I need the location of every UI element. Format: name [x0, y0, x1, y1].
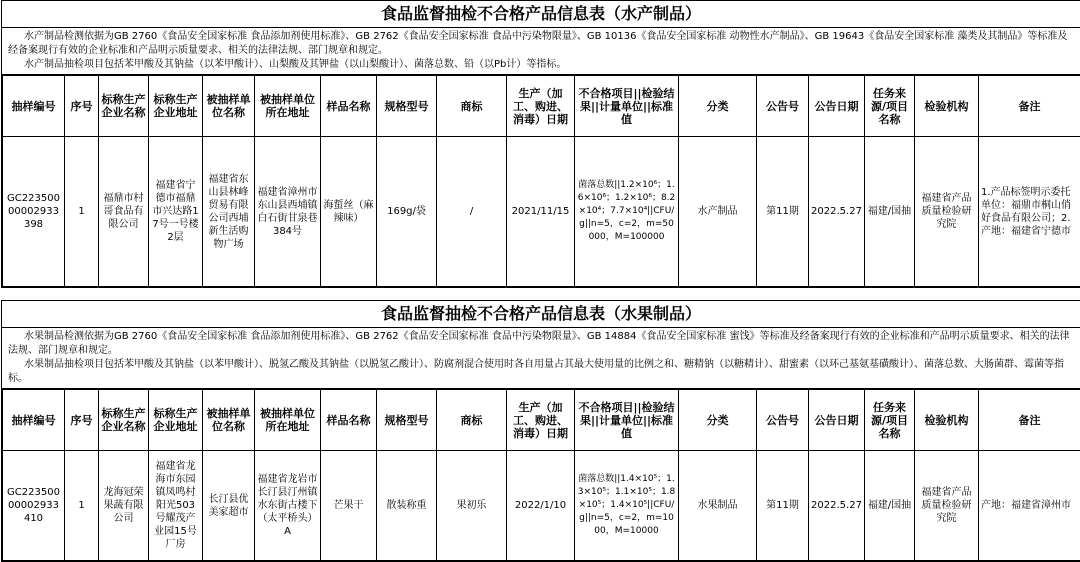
- section-title: 食品监督抽检不合格产品信息表（水产制品）: [2, 1, 1080, 28]
- intro-line: 水产制品抽检项目包括苯甲酸及其钠盐（以苯甲酸计）、山梨酸及其钾盐（以山梨酸计）、菌落总数、铅（以Pb计）等指标。: [8, 58, 1074, 72]
- category-cell: 水产制品: [679, 137, 757, 287]
- sampled-addr-cell: 福建省漳州市东山县西埔镇白石街甘泉巷384号: [255, 137, 321, 287]
- header-cell: 样品名称: [321, 390, 377, 451]
- table-row: [3, 451, 1080, 561]
- sample-name-cell: 芒果干: [321, 451, 377, 561]
- header-cell: 生产（加工、购进、消毒）日期: [507, 390, 575, 451]
- fruit-products-section: [1, 300, 1080, 562]
- producer-addr-cell: 福建省宁德市福鼎市兴达路17号一号楼2层: [149, 137, 203, 287]
- aquatic-products-section: [1, 0, 1080, 288]
- header-cell: 不合格项目||检验结果||计量单位||标准值: [575, 390, 679, 451]
- seq-cell: 1: [65, 137, 99, 287]
- header-cell: 规格型号: [377, 390, 437, 451]
- header-cell: 标称生产企业地址: [149, 76, 203, 137]
- header-cell: 商标: [437, 390, 507, 451]
- header-cell: 被抽样单位所在地址: [255, 76, 321, 137]
- fail-item-cell: 菌落总数||1.2×10⁶；1.6×10⁶；1.2×10⁶；8.2×10⁴；7.7×10⁴||CFU/g||n=5，c=2，m=50000，M=100000: [575, 137, 679, 287]
- header-cell: 公告号: [757, 76, 809, 137]
- header-cell: 不合格项目||检验结果||计量单位||标准值: [575, 76, 679, 137]
- sample-no-cell: GC22350000002933398: [3, 137, 65, 287]
- header-cell: 检验机构: [915, 390, 979, 451]
- header-cell: 被抽样单位名称: [203, 76, 255, 137]
- header-cell: 公告日期: [809, 76, 865, 137]
- sampled-unit-cell: 福建省东山县林峰贸易有限公司西埔新生活购物广场: [203, 137, 255, 287]
- header-cell: 序号: [65, 76, 99, 137]
- header-cell: 规格型号: [377, 76, 437, 137]
- date-cell: 2022/1/10: [507, 451, 575, 561]
- table-header-row: [3, 390, 1080, 451]
- category-cell: 水果制品: [679, 451, 757, 561]
- sample-name-cell: 海蜇丝（麻辣味）: [321, 137, 377, 287]
- table-header-row: [3, 76, 1080, 137]
- section-intro: [2, 28, 1080, 75]
- spec-cell: 散装称重: [377, 451, 437, 561]
- header-cell: 抽样编号: [3, 76, 65, 137]
- intro-line: 水果制品检测依据为GB 2760《食品安全国家标准 食品添加剂使用标准》、GB 2762《食品安全国家标准 食品中污染物限量》、GB 14884《食品安全国家标准 蜜饯》等标准及经备案现行有效的企业标准和产品明示质量要求、相关的法律法规、部门规章和规定。: [8, 330, 1074, 358]
- task-source-cell: 福建/国抽: [865, 137, 915, 287]
- table-row: [3, 137, 1080, 287]
- notice-no-cell: 第11期: [757, 137, 809, 287]
- header-cell: 公告日期: [809, 390, 865, 451]
- sampled-addr-cell: 福建省龙岩市长汀县汀州镇水东街古楼下（太平桥头）A: [255, 451, 321, 561]
- producer-addr-cell: 福建省龙海市东园镇凤鸣村阳光503号耀茂产业园15号厂房: [149, 451, 203, 561]
- header-cell: 被抽样单位名称: [203, 390, 255, 451]
- spec-cell: 169g/袋: [377, 137, 437, 287]
- unqualified-table: [2, 75, 1080, 287]
- fail-item-cell: 菌落总数||1.4×10⁵；1.3×10⁵；1.1×10⁵；1.8×10⁵；1.4×10⁵||CFU/g||n=5，c=2，m=1000，M=10000: [575, 451, 679, 561]
- brand-cell: 果初乐: [437, 451, 507, 561]
- sample-no-cell: GC22350000002933410: [3, 451, 65, 561]
- header-cell: 商标: [437, 76, 507, 137]
- header-cell: 分类: [679, 390, 757, 451]
- producer-name-cell: 福鼎市村哥食品有限公司: [99, 137, 149, 287]
- intro-line: 水果制品抽检项目包括苯甲酸及其钠盐（以苯甲酸计）、脱氢乙酸及其钠盐（以脱氢乙酸计）、防腐剂混合使用时各自用量占其最大使用量的比例之和、糖精钠（以糖精计）、甜蜜素（以环己基氨基磺酸计）、菌落总数、大肠菌群、霉菌等指标。: [8, 358, 1074, 386]
- sampled-unit-cell: 长汀县优美家超市: [203, 451, 255, 561]
- lab-cell: 福建省产品质量检验研究院: [915, 451, 979, 561]
- header-cell: 生产（加工、购进、消毒）日期: [507, 76, 575, 137]
- section-title: 食品监督抽检不合格产品信息表（水果制品）: [2, 301, 1080, 328]
- header-cell: 标称生产企业名称: [99, 76, 149, 137]
- header-cell: 抽样编号: [3, 390, 65, 451]
- remark-cell: 1.产品标签明示委托单位：福鼎市桐山俏好食品有限公司；2.产地：福建省宁德市: [979, 137, 1080, 287]
- seq-cell: 1: [65, 451, 99, 561]
- header-cell: 分类: [679, 76, 757, 137]
- header-cell: 检验机构: [915, 76, 979, 137]
- header-cell: 公告号: [757, 390, 809, 451]
- section-divider: [0, 288, 1080, 300]
- remark-cell: 产地：福建省漳州市: [979, 451, 1080, 561]
- section-intro: [2, 328, 1080, 389]
- producer-name-cell: 龙海冠荣果蔬有限公司: [99, 451, 149, 561]
- header-cell: 序号: [65, 390, 99, 451]
- header-cell: 任务来源/项目名称: [865, 390, 915, 451]
- lab-cell: 福建省产品质量检验研究院: [915, 137, 979, 287]
- header-cell: 样品名称: [321, 76, 377, 137]
- date-cell: 2021/11/15: [507, 137, 575, 287]
- brand-cell: /: [437, 137, 507, 287]
- header-cell: 标称生产企业名称: [99, 390, 149, 451]
- unqualified-table: [2, 389, 1080, 561]
- notice-date-cell: 2022.5.27: [809, 137, 865, 287]
- intro-line: 水产制品检测依据为GB 2760《食品安全国家标准 食品添加剂使用标准》、GB 2762《食品安全国家标准 食品中污染物限量》、GB 10136《食品安全国家标准 动物性水产制品》、GB 19643《食品安全国家标准 藻类及其制品》等标准及经备案现行有效的企业标准和产品明示质量要求、相关的法律法规、部门规章和规定。: [8, 30, 1074, 58]
- header-cell: 标称生产企业地址: [149, 390, 203, 451]
- header-cell: 任务来源/项目名称: [865, 76, 915, 137]
- notice-no-cell: 第11期: [757, 451, 809, 561]
- header-cell: 备注: [979, 390, 1080, 451]
- header-cell: 备注: [979, 76, 1080, 137]
- task-source-cell: 福建/国抽: [865, 451, 915, 561]
- notice-date-cell: 2022.5.27: [809, 451, 865, 561]
- header-cell: 被抽样单位所在地址: [255, 390, 321, 451]
